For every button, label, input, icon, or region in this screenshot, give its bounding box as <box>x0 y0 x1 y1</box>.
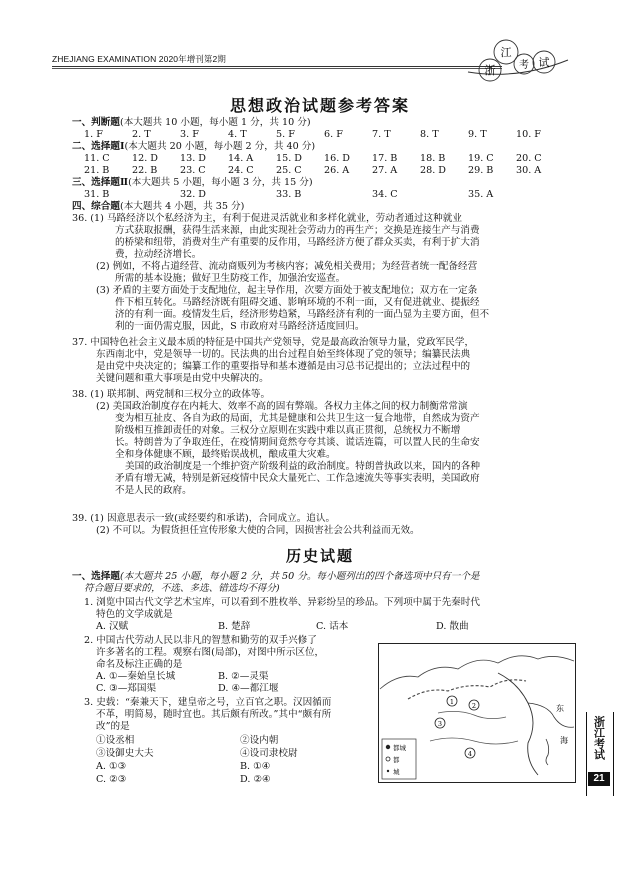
q38-line: 不是人民的政府。 <box>115 485 192 496</box>
map-legend-capital: 都城 <box>393 744 406 752</box>
answer-item: 8. T <box>420 129 439 140</box>
q38-line: 美国的政治制度是一个维护资产阶级利益的政治制度。特朗普执政以来，国内的各种 <box>125 461 480 472</box>
answer-item: 7. T <box>372 129 391 140</box>
answer-item: 29. B <box>468 165 494 176</box>
q38-line: 38. (1) 联邦制、两党制和三权分立的政体等。 <box>72 389 271 400</box>
hq3-item: ③设御史大夫 <box>96 748 154 759</box>
hq3-item: ④设司隶校尉 <box>240 748 298 759</box>
politics-sec1-label: 一、判断题 <box>72 117 120 128</box>
history-sec1-note: (本大题共 25 小题，每小题 2 分，共 50 分。每小题列出的四个备选项中只有一个是 <box>119 571 480 582</box>
side-label-text: 浙江考试 <box>592 716 606 760</box>
q37-line: 关键问题和重大事项是由党中央解决的。 <box>96 373 269 384</box>
answer-item: 22. B <box>132 165 158 176</box>
answer-item: 33. B <box>276 189 302 200</box>
answer-item: 21. B <box>84 165 110 176</box>
answer-item: 3. F <box>180 129 199 140</box>
answer-item: 15. D <box>276 153 302 164</box>
map-label-east: 东 <box>556 704 564 713</box>
q37-line: 是由党中央决定的；编纂工作的重要指导和基本遵循是由习总书记提出的；立法过程中的 <box>96 361 471 372</box>
politics-sec2-row2 <box>84 165 556 177</box>
answer-item: 18. B <box>420 153 446 164</box>
hq2-option: B. ②—灵渠 <box>218 671 269 682</box>
map-label-sea: 海 <box>560 736 568 745</box>
header-rule-thin <box>52 68 502 69</box>
politics-sec1-note: (本大题共 10 小题，每小题 1 分，共 10 分) <box>119 117 311 128</box>
answer-item: 32. D <box>180 189 206 200</box>
q39-line: 39. (1) 因意思表示一致(或经要约和承诺)，合同成立。追认。 <box>72 513 336 524</box>
q38-line: 全和身体健康不顾，最终贻误战机，酿成重大灾难。 <box>115 449 336 460</box>
answer-item: 34. C <box>372 189 398 200</box>
politics-sec2-heading <box>72 141 315 153</box>
answer-item: 28. D <box>420 165 446 176</box>
answer-item: 13. D <box>180 153 206 164</box>
q36-line: (3) 矛盾的主要方面处于支配地位，起主导作用，次要方面处于被支配地位；双方在一定条 <box>96 285 478 296</box>
history-sec1-heading <box>72 571 480 583</box>
answer-item: 23. C <box>180 165 206 176</box>
map-legend-town: 城 <box>393 768 400 776</box>
q38-line: 阶级相互推卸责任的对象。三权分立原则在实践中难以真正贯彻，总统权力不断增 <box>115 425 461 436</box>
answer-item: 1. F <box>84 129 103 140</box>
hq2-line: 命名及标注正确的是 <box>96 659 183 670</box>
politics-sec3-note: (本大题共 5 小题，每小题 3 分，共 15 分) <box>128 177 313 188</box>
q38-line: (2) 美国政治制度存在内耗大、效率不高的固有弊端。各权力主体之间的权力制衡常常演 <box>96 401 468 412</box>
q36-line: 方式获取报酬，获得生活来源，由此实现社会劳动力的再生产；交换是连接生产与消费 <box>115 225 480 236</box>
seal-char-2: 江 <box>500 46 512 59</box>
answer-item: 9. T <box>468 129 487 140</box>
hq3-option: B. ①④ <box>240 761 271 772</box>
answer-item: 14. A <box>228 153 254 164</box>
q36-line: (2) 例如，不将占道经营、流动商贩列为考核内容；减免相关费用；为经营者统一配备经营 <box>96 261 478 272</box>
politics-sec4-heading <box>72 201 244 213</box>
hq3-option: A. ①③ <box>96 761 127 772</box>
hq3-line: 改”的是 <box>96 721 130 732</box>
politics-sec1-heading <box>72 117 311 129</box>
answer-item: 10. F <box>516 129 541 140</box>
seal-char-1: 浙 <box>484 64 496 77</box>
politics-sec3-answers <box>84 189 528 201</box>
q36-line: 36. (1) 马路经济以个私经济为主，有利于促进灵活就业和多样化就业，劳动者通过这种就业 <box>72 213 462 224</box>
hq3-option: C. ②③ <box>96 774 127 785</box>
header-rule <box>52 66 502 67</box>
answer-item: 25. C <box>276 165 302 176</box>
q36-line: 所需的基本设施；做好卫生防疫工作，加强治安巡查。 <box>115 273 346 284</box>
hq2-line: 2. 中国古代劳动人民以非凡的智慧和勤劳的双手兴修了 <box>84 635 317 646</box>
answer-item: 19. C <box>468 153 494 164</box>
hq3-item: ①设丞相 <box>96 735 135 746</box>
hq1-line: 特色的文学成就是 <box>96 609 173 620</box>
answer-item: 16. D <box>324 153 350 164</box>
politics-sec4-note: (本大题共 4 小题，共 35 分) <box>119 201 245 212</box>
answer-item: 12. D <box>132 153 158 164</box>
hq1-option: A. 汉赋 <box>96 621 129 632</box>
answer-item: 27. A <box>372 165 398 176</box>
hq2-option: A. ①—秦始皇长城 <box>96 671 176 682</box>
politics-sec1-answers <box>84 129 556 141</box>
politics-sec3-heading <box>72 177 313 189</box>
politics-title: 思想政治试题参考答案 <box>229 96 410 115</box>
politics-sec4-label: 四、综合题 <box>72 201 120 212</box>
q36-line: 济的有利一面。疫情发生后，经济形势趋紧，马路经济有利的一面凸显为主要方面，但不 <box>115 309 490 320</box>
hq2-option: C. ③—郑国渠 <box>96 683 157 694</box>
seal-char-4: 试 <box>538 56 550 69</box>
ancient-china-map <box>378 643 576 783</box>
zhejiang-seal-logo <box>462 22 574 86</box>
politics-sec2-note: (本大题共 20 小题，每小题 2 分，共 40 分) <box>124 141 316 152</box>
side-tab-label <box>589 716 609 760</box>
hq3-line: 3. 史载：“秦兼天下，建皇帝之号，立百官之职。汉因循而 <box>84 697 332 708</box>
answer-item: 2. T <box>132 129 151 140</box>
map-marker-4: 4 <box>467 750 473 758</box>
map-legend-city: 都 <box>393 756 400 764</box>
hq3-line: 不革，明简易，随时宜也。其后颇有所改。”其中“颇有所 <box>96 709 332 720</box>
hq2-option: D. ④—都江堰 <box>218 683 279 694</box>
q37-line: 37. 中国特色社会主义最本质的特征是中国共产党领导，党是最高政治领导力量，党政军民学， <box>72 337 475 348</box>
hq1-option: B. 楚辞 <box>218 621 251 632</box>
answer-item: 20. C <box>516 153 542 164</box>
page-number: 21 <box>588 772 610 786</box>
hq2-line: 许多著名的工程。观察右图(局部)，对图中所示区位， <box>96 647 325 658</box>
map-marker-1: 1 <box>449 698 455 706</box>
q38-line: 长。特朗普为了争取连任，在疫情期间竟然夸夸其谈、谎话连篇，可以置人民的生命安 <box>115 437 480 448</box>
hq3-item: ②设内朝 <box>240 735 279 746</box>
q36-line: 费，拉动经济增长。 <box>115 249 202 260</box>
answer-item: 31. B <box>84 189 110 200</box>
history-sec1-label: 一、选择题 <box>72 571 120 582</box>
history-title: 历史试题 <box>285 547 354 565</box>
q36-line: 件下相互转化。马路经济既有阻碍交通、影响环境的不利一面，又有促进就业、提振经 <box>115 297 480 308</box>
answer-item: 6. F <box>324 129 343 140</box>
seal-char-3: 考 <box>519 60 529 71</box>
answer-item: 11. C <box>84 153 110 164</box>
politics-sec2-label: 二、选择题Ⅰ <box>72 141 125 152</box>
history-sec1-note2: 符合题目要求的，不选、多选、错选均不得分) <box>84 583 280 594</box>
journal-header: ZHEJIANG EXAMINATION 2020年增刊第2期 <box>52 54 226 64</box>
q37-line: 东西南北中，党是领导一切的。民法典的出台过程自始至终体现了党的领导；编纂民法典 <box>96 349 471 360</box>
politics-sec3-label: 三、选择题Ⅱ <box>72 177 129 188</box>
answer-item: 35. A <box>468 189 494 200</box>
answer-item: 30. A <box>516 165 542 176</box>
answer-item: 4. T <box>228 129 247 140</box>
answer-item: 26. A <box>324 165 350 176</box>
q39-line: (2) 不可以。为假货担任宣传形象大使的合同，因损害社会公共利益而无效。 <box>96 525 420 536</box>
hq1-option: C. 话本 <box>316 621 349 632</box>
map-marker-3: 3 <box>437 720 443 728</box>
hq1-line: 1. 浏览中国古代文学艺术宝库，可以看到不胜枚举、异彩纷呈的珍品。下列项中属于先秦时代 <box>84 597 480 608</box>
politics-sec2-row1 <box>84 153 556 165</box>
hq3-option: D. ②④ <box>240 774 271 785</box>
q36-line: 利的一面仍需克服，因此，S 市政府对马路经济适度回归。 <box>115 321 365 332</box>
q38-line: 矛盾有增无减，特别是新冠疫情中民众大量死亡、工作急速流失等事实表明，美国政府 <box>115 473 480 484</box>
q36-line: 的桥梁和纽带，消费对生产有重要的反作用，马路经济方便了群众买卖，有利于扩大消 <box>115 237 480 248</box>
q38-line: 变为相互扯皮、各自为政的局面，尤其是健康和公共卫生这一复合地带，自然成为资产 <box>115 413 480 424</box>
map-marker-2: 2 <box>471 702 477 710</box>
answer-item: 5. F <box>276 129 295 140</box>
hq1-option: D. 散曲 <box>436 621 469 632</box>
answer-item: 17. B <box>372 153 398 164</box>
answer-item: 24. C <box>228 165 254 176</box>
